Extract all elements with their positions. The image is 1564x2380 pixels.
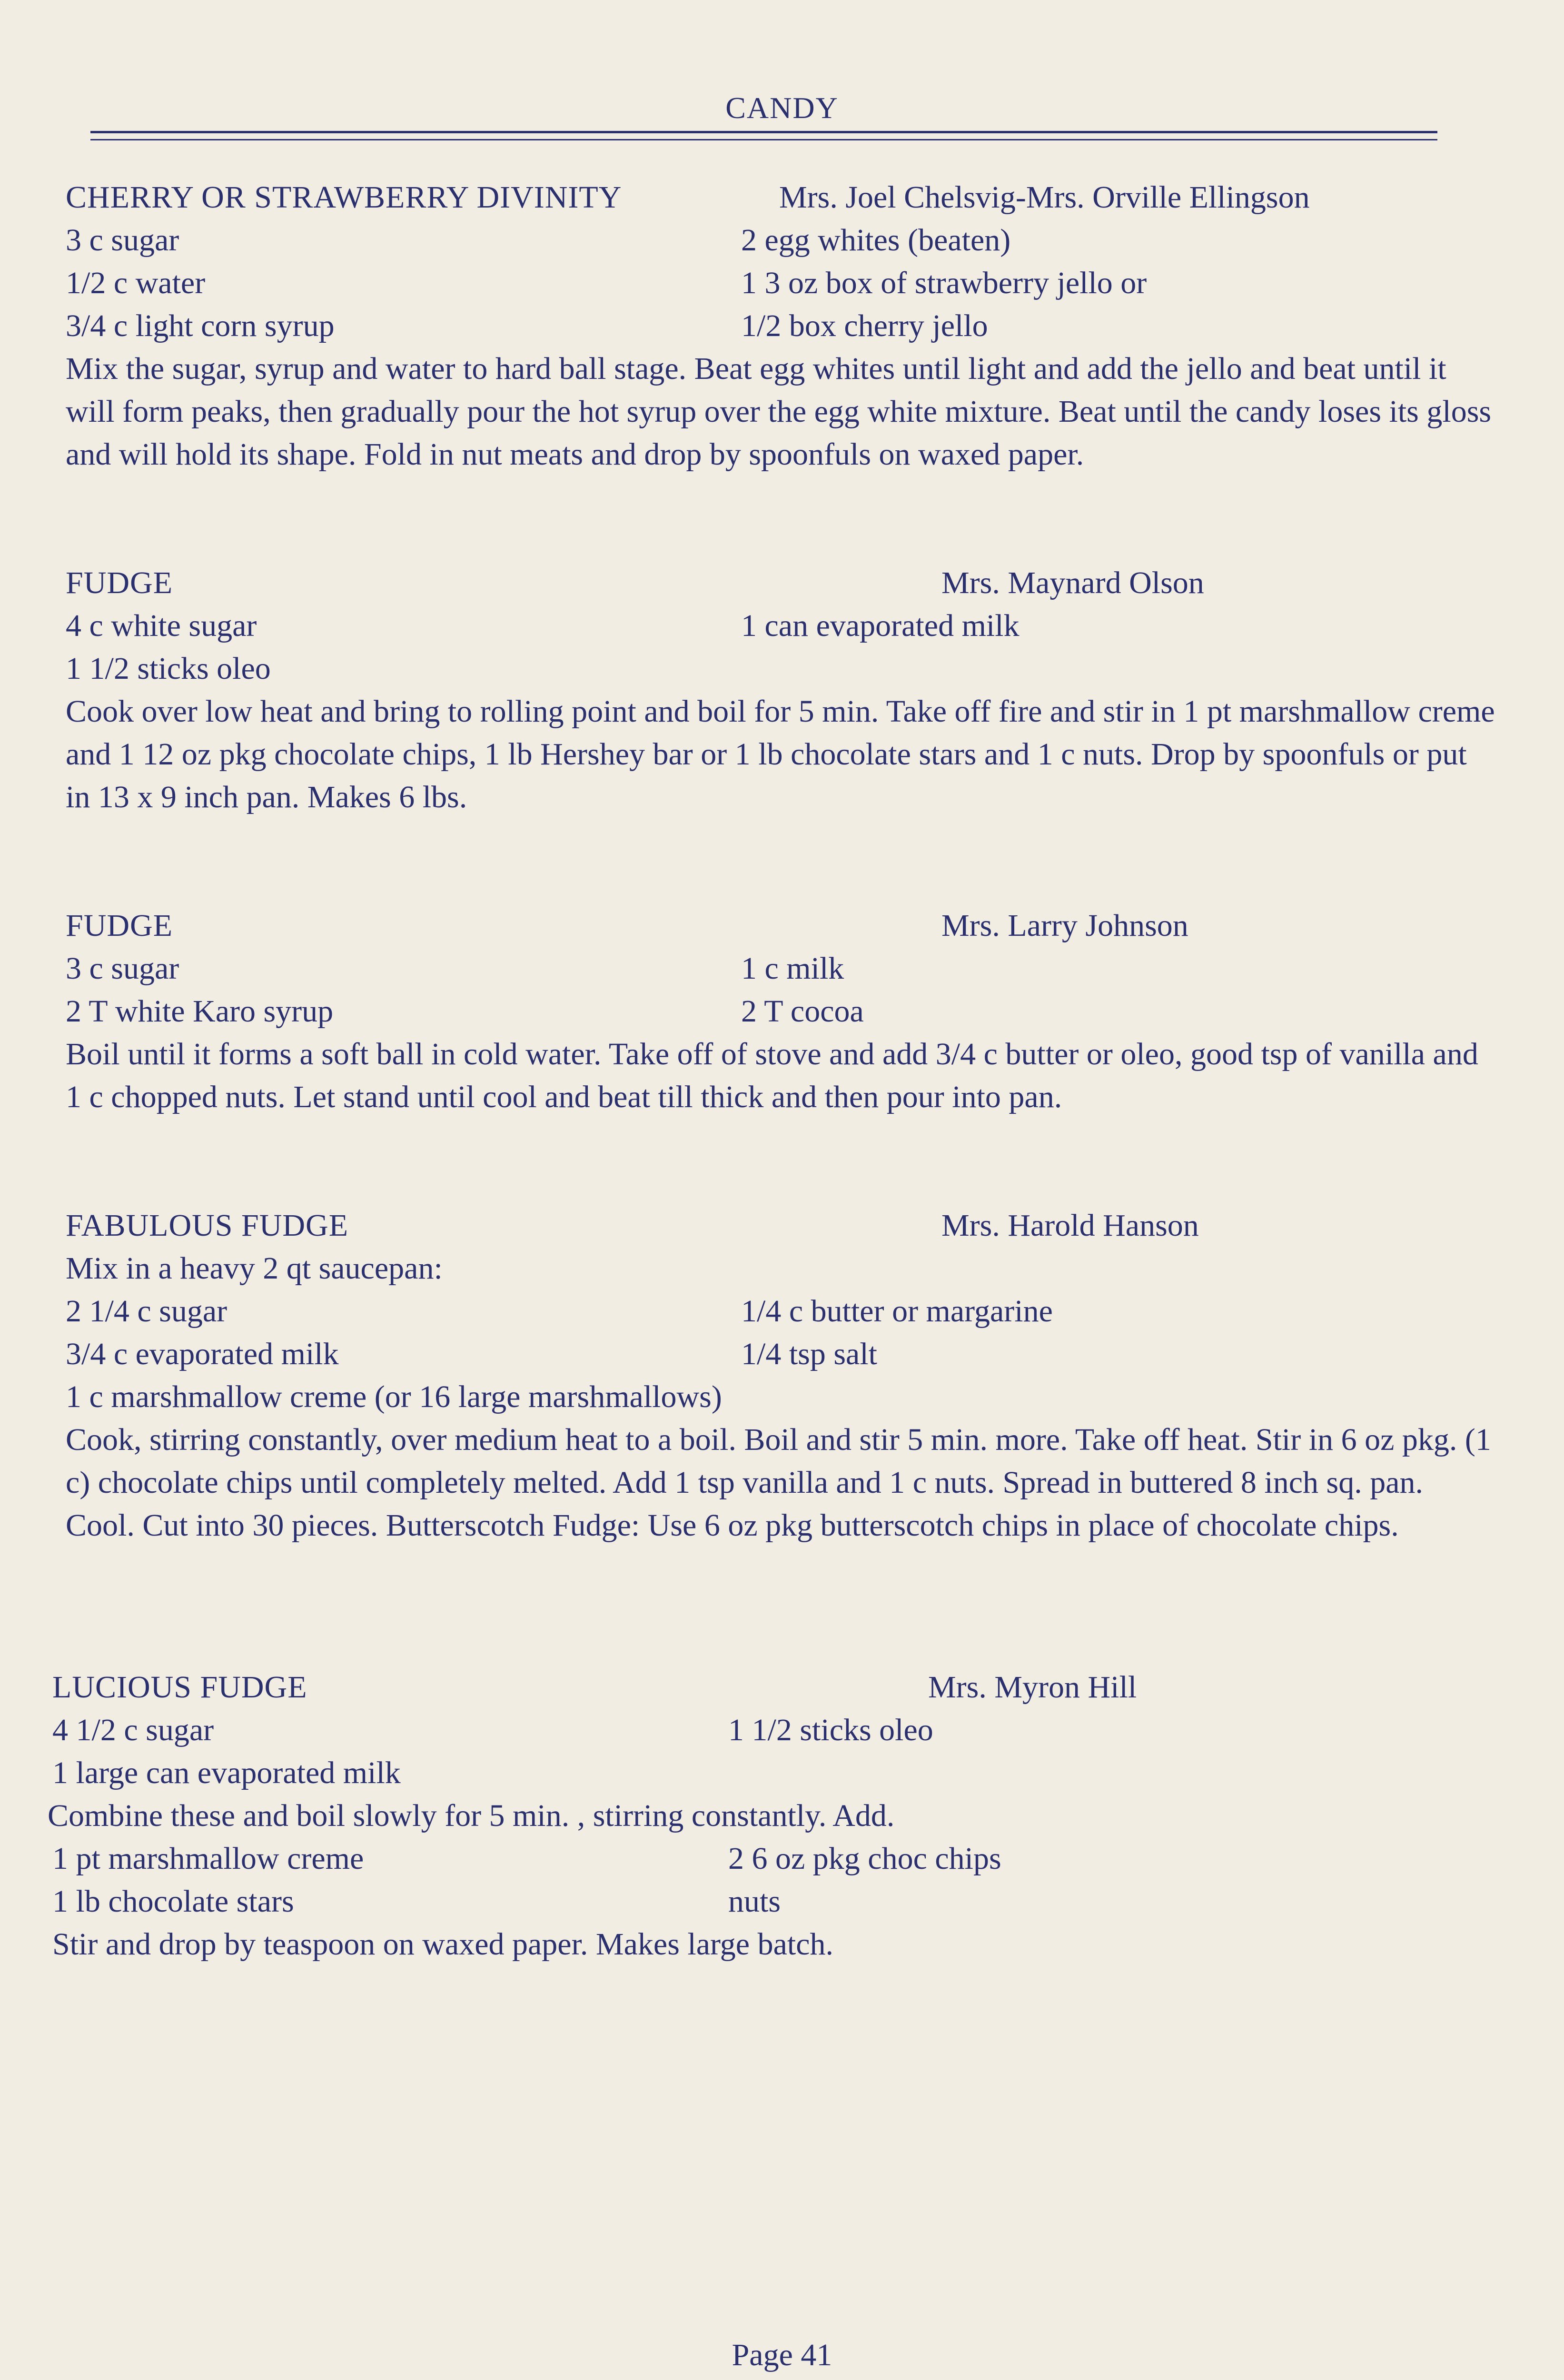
ingredient: 3/4 c light corn syrup (66, 308, 335, 343)
ingredient: 2 1/4 c sugar (66, 1294, 228, 1329)
recipe-author: Mrs. Larry Johnson (941, 908, 1188, 943)
section-title: CANDY (725, 91, 839, 125)
ingredient: 1/2 box cherry jello (741, 308, 988, 343)
recipe-author: Mrs. Maynard Olson (941, 565, 1204, 600)
ingredient: 1 pt marshmallow creme (52, 1841, 364, 1876)
recipe-directions: Boil until it forms a soft ball in cold water. Take off of stove and add 3/4 c butter or oleo, good tsp of vanilla and 1 c chopped nuts. Let stand until cool and beat till thick and then pour into pan. (66, 1037, 1478, 1114)
recipe-author: Mrs. Harold Hanson (941, 1208, 1199, 1243)
header-rule-top (90, 131, 1437, 133)
ingredient: 1 large can evaporated milk (52, 1755, 401, 1790)
ingredient: 3 c sugar (66, 223, 179, 258)
ingredient: 3/4 c evaporated milk (66, 1337, 339, 1371)
page-number: Page 41 (732, 2338, 832, 2372)
ingredient: 2 T white Karo syrup (66, 994, 334, 1029)
recipe-title: FABULOUS FUDGE (66, 1208, 349, 1243)
ingredient: 2 6 oz pkg choc chips (728, 1841, 1001, 1876)
ingredient: 1/4 c butter or margarine (741, 1294, 1053, 1329)
recipe-author: Mrs. Joel Chelsvig-Mrs. Orville Ellingson (779, 180, 1310, 215)
recipe-title: FUDGE (66, 565, 173, 600)
ingredient: 1 1/2 sticks oleo (728, 1713, 933, 1747)
ingredient: 4 1/2 c sugar (52, 1713, 214, 1747)
recipe-directions: Mix the sugar, syrup and water to hard ball stage. Beat egg whites until light and add the jello and beat until it will form peaks, then gradually pour the hot syrup over the egg white mixture. Beat until the candy loses its gloss and will hold its shape. Fold in nut meats and drop by spoonfuls on waxed paper. (66, 351, 1492, 472)
ingredient: 4 c white sugar (66, 608, 257, 643)
recipe-directions: Cook, stirring constantly, over medium heat to a boil. Boil and stir 5 min. more. Take off heat. Stir in 6 oz pkg. (1 c) chocolate chips until completely melted. Add 1 tsp vanilla and 1 c nuts. Spread in buttered 8 inch sq. pan. Cool. Cut into 30 pieces. Butterscotch Fudge: Use 6 oz pkg butterscotch chips in place of chocolate chips. (66, 1422, 1491, 1543)
recipe-author: Mrs. Myron Hill (928, 1670, 1137, 1705)
recipe-directions: Stir and drop by teaspoon on waxed paper. Makes large batch. (52, 1927, 834, 1962)
recipe-step: Combine these and boil slowly for 5 min. , stirring constantly. Add. (48, 1798, 895, 1833)
header-rule-bottom (90, 139, 1437, 140)
recipe-title: CHERRY OR STRAWBERRY DIVINITY (66, 180, 622, 215)
ingredient: 2 T cocoa (741, 994, 864, 1029)
ingredient: 2 egg whites (beaten) (741, 223, 1011, 258)
ingredient: 1 c marshmallow creme (or 16 large marshmallows) (66, 1379, 722, 1414)
ingredient: 1 lb chocolate stars (52, 1884, 294, 1919)
recipe-title: FUDGE (66, 908, 173, 943)
ingredient: nuts (728, 1884, 781, 1919)
ingredient: 1 can evaporated milk (741, 608, 1020, 643)
recipe-intro: Mix in a heavy 2 qt saucepan: (66, 1251, 443, 1286)
ingredient: 3 c sugar (66, 951, 179, 986)
ingredient: 1/2 c water (66, 266, 206, 300)
ingredient: 1/4 tsp salt (741, 1337, 878, 1371)
recipe-title: LUCIOUS FUDGE (52, 1670, 307, 1705)
recipe-directions: Cook over low heat and bring to rolling point and boil for 5 min. Take off fire and stir in 1 pt marshmallow creme and 1 12 oz pkg chocolate chips, 1 lb Hershey bar or 1 lb chocolate stars and 1 c nuts. Drop by spoonfuls or put in 13 x 9 inch pan. Makes 6 lbs. (66, 694, 1495, 814)
ingredient: 1 c milk (741, 951, 844, 986)
ingredient: 1 1/2 sticks oleo (66, 651, 271, 686)
ingredient: 1 3 oz box of strawberry jello or (741, 266, 1147, 300)
